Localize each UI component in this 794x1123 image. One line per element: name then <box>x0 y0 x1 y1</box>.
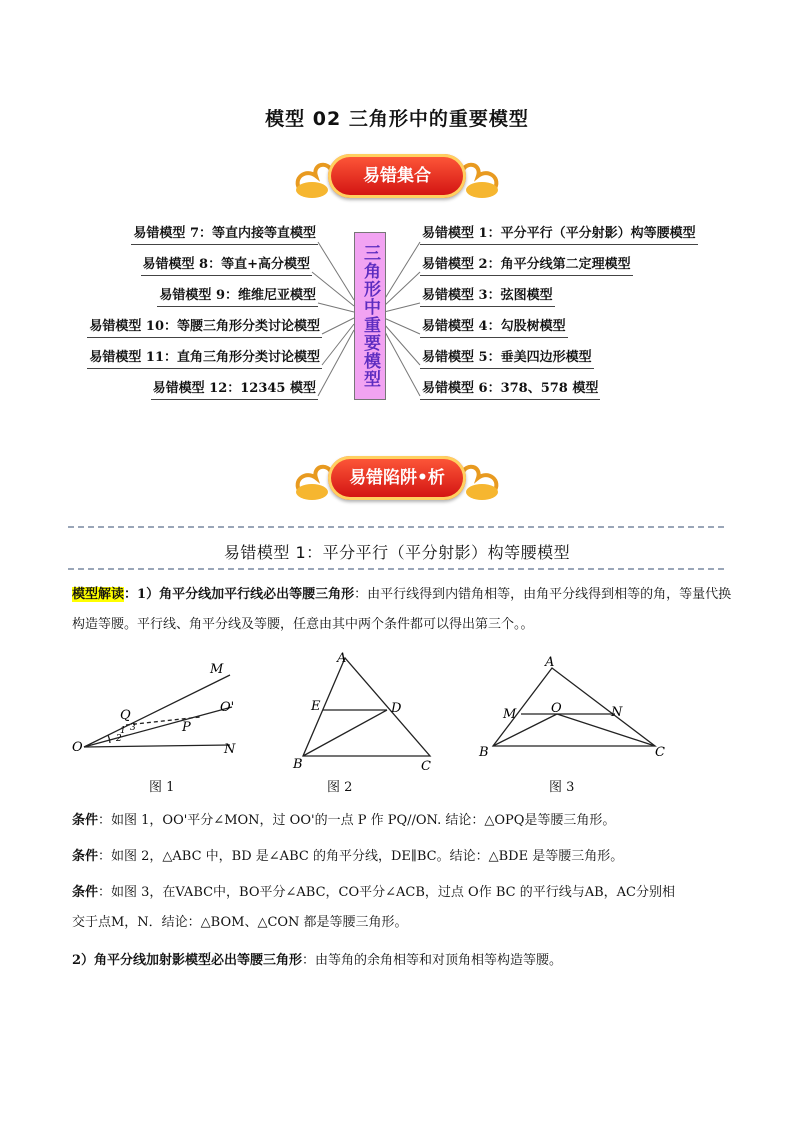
fig3-label-A: A <box>545 655 555 670</box>
condition-label: 条件 <box>72 849 99 864</box>
section-divider-bottom <box>68 568 724 570</box>
fig1-label-O-prime: O' <box>220 700 235 715</box>
condition-label: 条件 <box>72 885 99 900</box>
mindmap-left-item: 易错模型 12：12345 模型 <box>151 380 318 400</box>
fig1-angle-2: 2 <box>116 734 122 744</box>
mindmap-right-item: 易错模型 4：勾股树模型 <box>420 318 568 338</box>
banner-label: 易错陷阱•析 <box>328 456 466 500</box>
condition-2 <box>72 842 732 872</box>
figure-1-caption: 图 1 <box>149 780 175 795</box>
mindmap-left-item: 易错模型 11：直角三角形分类讨论模型 <box>87 349 322 369</box>
banner-errors-collection <box>292 150 502 206</box>
intro-colon: ： <box>124 587 138 602</box>
banner-label: 易错集合 <box>328 154 466 198</box>
mindmap-left-item: 易错模型 10：等腰三角形分类讨论模型 <box>87 318 322 338</box>
page-title: 模型 02 三角形中的重要模型 <box>265 108 529 130</box>
figure-3-caption: 图 3 <box>549 780 575 795</box>
mindmap-right-item: 易错模型 5：垂美四边形模型 <box>420 349 594 369</box>
fig2-label-C: C <box>421 759 431 772</box>
fig1-label-M: M <box>210 662 224 677</box>
mindmap-connectors <box>0 220 794 410</box>
mindmap-right-item: 易错模型 6：378、578 模型 <box>420 380 600 400</box>
fig1-label-N: N <box>224 742 236 757</box>
condition-1 <box>72 806 732 836</box>
mindmap-right-item: 易错模型 3：弦图模型 <box>420 287 555 307</box>
fig3-label-M: M <box>503 707 517 722</box>
fig1-label-Q: Q <box>120 708 131 723</box>
mindmap-left-item: 易错模型 7：等直内接等直模型 <box>131 225 318 245</box>
model-intro-label: 模型解读 <box>72 587 125 602</box>
model-intro-rule: 1）角平分线加平行线必出等腰三角形 <box>137 587 355 602</box>
fig3-label-O: O <box>551 701 562 716</box>
mindmap-right-item: 易错模型 1：平分平行（平分射影）构等腰模型 <box>420 225 698 245</box>
fig3-label-N: N <box>611 705 623 720</box>
condition-text: ：如图 1，OO'平分∠MON，过 OO'的一点 P 作 PQ//ON. 结论：△OPQ是等腰三角形。 <box>98 813 616 828</box>
figure-2 <box>285 648 445 772</box>
condition-text-continued: 交于点M，N．结论：△BOM、△CON 都是等腰三角形。 <box>72 915 408 930</box>
condition-text: ：如图 3，在VABC中，BO平分∠ABC，CO平分∠ACB，过点 O作 BC 的平行线与AB，AC分别相 <box>98 885 675 900</box>
condition-label: 条件 <box>72 813 99 828</box>
figure-2-caption: 图 2 <box>327 780 353 795</box>
condition-text: ：如图 2，△ABC 中，BD 是∠ABC 的角平分线，DE∥BC。结论：△BDE 是等腰三角形。 <box>98 849 624 864</box>
figure-3 <box>475 652 675 764</box>
section-divider-top <box>68 526 724 528</box>
mindmap-left-item: 易错模型 9：维维尼亚模型 <box>157 287 318 307</box>
fig1-angle-1: 1 <box>120 726 126 736</box>
section-title: 易错模型 1：平分平行（平分射影）构等腰模型 <box>223 543 571 562</box>
part2-rule: 2）角平分线加射影模型必出等腰三角形 <box>72 953 303 968</box>
fig2-label-A: A <box>337 651 347 666</box>
fig2-label-D: D <box>391 701 402 716</box>
mindmap-left-item: 易错模型 8：等直+高分模型 <box>141 256 312 276</box>
fig3-label-B: B <box>479 745 489 760</box>
fig2-label-E: E <box>311 699 321 714</box>
figure-1 <box>70 655 250 765</box>
fig2-label-B: B <box>293 757 303 772</box>
mindmap-center: 三角形中重要模型 <box>354 232 386 400</box>
model-part-2 <box>72 946 732 976</box>
part2-text: ：由等角的余角相等和对顶角相等构造等腰。 <box>302 953 563 968</box>
fig1-label-P: P <box>182 720 191 735</box>
model-intro-paragraph <box>72 580 732 640</box>
condition-3 <box>72 878 732 938</box>
fig1-angle-3: 3 <box>130 723 136 733</box>
fig1-label-O: O <box>72 740 83 755</box>
fig3-label-C: C <box>655 745 665 760</box>
mindmap-right-item: 易错模型 2：角平分线第二定理模型 <box>420 256 633 276</box>
banner-errors-analysis <box>292 452 502 508</box>
model-intro-text: ：由平行线得到内错角相等，由角平分线得到相等的角，等量代换构造等腰。平行线、角平分线及等腰，任意由其中两个条件都可以得出第三个。。 <box>72 587 732 632</box>
